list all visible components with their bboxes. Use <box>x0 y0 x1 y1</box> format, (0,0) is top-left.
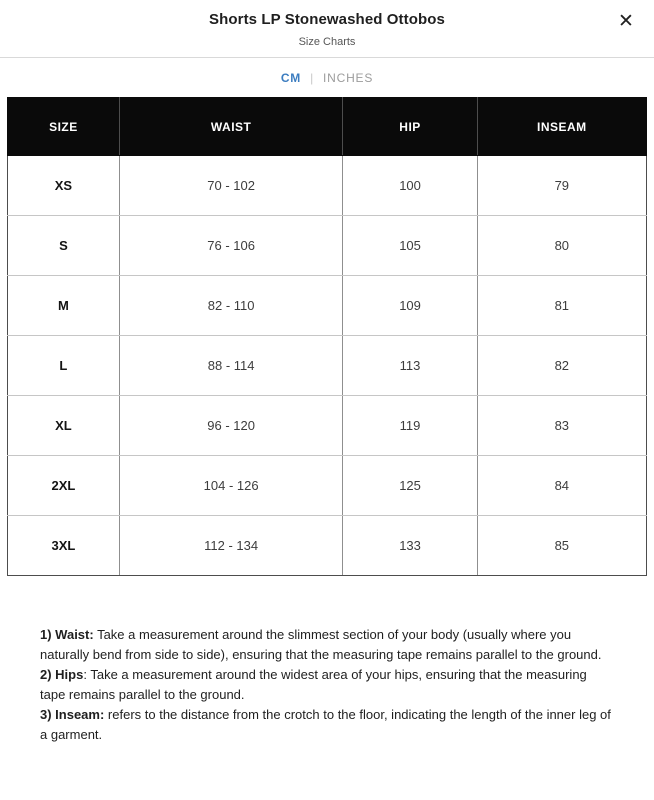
cell-hip: 125 <box>343 456 477 516</box>
cell-waist: 96 - 120 <box>119 396 343 456</box>
cell-inseam: 81 <box>477 276 646 336</box>
cell-hip: 105 <box>343 216 477 276</box>
cell-hip: 109 <box>343 276 477 336</box>
cell-hip: 100 <box>343 156 477 216</box>
note-inseam-label: 3) Inseam: <box>40 707 105 722</box>
note-hips-label: 2) Hips <box>40 667 84 682</box>
cell-hip: 133 <box>343 516 477 576</box>
cell-waist: 76 - 106 <box>119 216 343 276</box>
note-waist <box>40 625 614 665</box>
measurement-notes <box>40 625 614 745</box>
note-waist-text: Take a measurement around the slimmest section of your body (usually where you naturally bend from side to side), ensuring that the measuring tape remains parallel to the ground. <box>40 627 602 662</box>
cell-size: 3XL <box>8 516 120 576</box>
note-inseam <box>40 705 614 745</box>
modal-header <box>0 0 654 57</box>
column-header-waist: WAIST <box>119 98 343 156</box>
table-row-3xl <box>8 516 647 576</box>
table-row-s <box>8 216 647 276</box>
cell-waist: 112 - 134 <box>119 516 343 576</box>
cell-inseam: 85 <box>477 516 646 576</box>
page-title: Shorts LP Stonewashed Ottobos <box>209 11 445 28</box>
cell-waist: 82 - 110 <box>119 276 343 336</box>
modal-subtitle: Size Charts <box>298 36 356 48</box>
note-waist-label: 1) Waist: <box>40 627 94 642</box>
unit-option-inches[interactable]: INCHES <box>323 70 374 85</box>
column-header-size: SIZE <box>8 98 120 156</box>
unit-separator: | <box>310 70 315 85</box>
column-header-hip: HIP <box>343 98 477 156</box>
cell-waist: 88 - 114 <box>119 336 343 396</box>
cell-size: L <box>8 336 120 396</box>
cell-inseam: 80 <box>477 216 646 276</box>
cell-size: XL <box>8 396 120 456</box>
cell-inseam: 79 <box>477 156 646 216</box>
column-header-inseam: INSEAM <box>477 98 646 156</box>
table-row-l <box>8 336 647 396</box>
cell-inseam: 84 <box>477 456 646 516</box>
cell-hip: 113 <box>343 336 477 396</box>
table-row-2xl <box>8 456 647 516</box>
note-inseam-text: refers to the distance from the crotch to the floor, indicating the length of the inner leg of a garment. <box>40 707 611 742</box>
cell-waist: 70 - 102 <box>119 156 343 216</box>
cell-inseam: 83 <box>477 396 646 456</box>
close-icon: ✕ <box>618 11 634 32</box>
table-row-xl <box>8 396 647 456</box>
note-hips <box>40 665 614 705</box>
table-row-m <box>8 276 647 336</box>
close-button[interactable] <box>612 8 640 36</box>
note-hips-text: : Take a measurement around the widest area of your hips, ensuring that the measuring tape remains parallel to the ground. <box>40 667 587 702</box>
cell-hip: 119 <box>343 396 477 456</box>
table-header-row <box>8 98 647 156</box>
cell-inseam: 82 <box>477 336 646 396</box>
cell-size: 2XL <box>8 456 120 516</box>
cell-size: M <box>8 276 120 336</box>
cell-size: XS <box>8 156 120 216</box>
cell-size: S <box>8 216 120 276</box>
unit-toggle <box>0 58 654 97</box>
size-chart-table <box>7 97 647 576</box>
table-row-xs <box>8 156 647 216</box>
unit-option-cm[interactable]: CM <box>280 70 302 85</box>
cell-waist: 104 - 126 <box>119 456 343 516</box>
